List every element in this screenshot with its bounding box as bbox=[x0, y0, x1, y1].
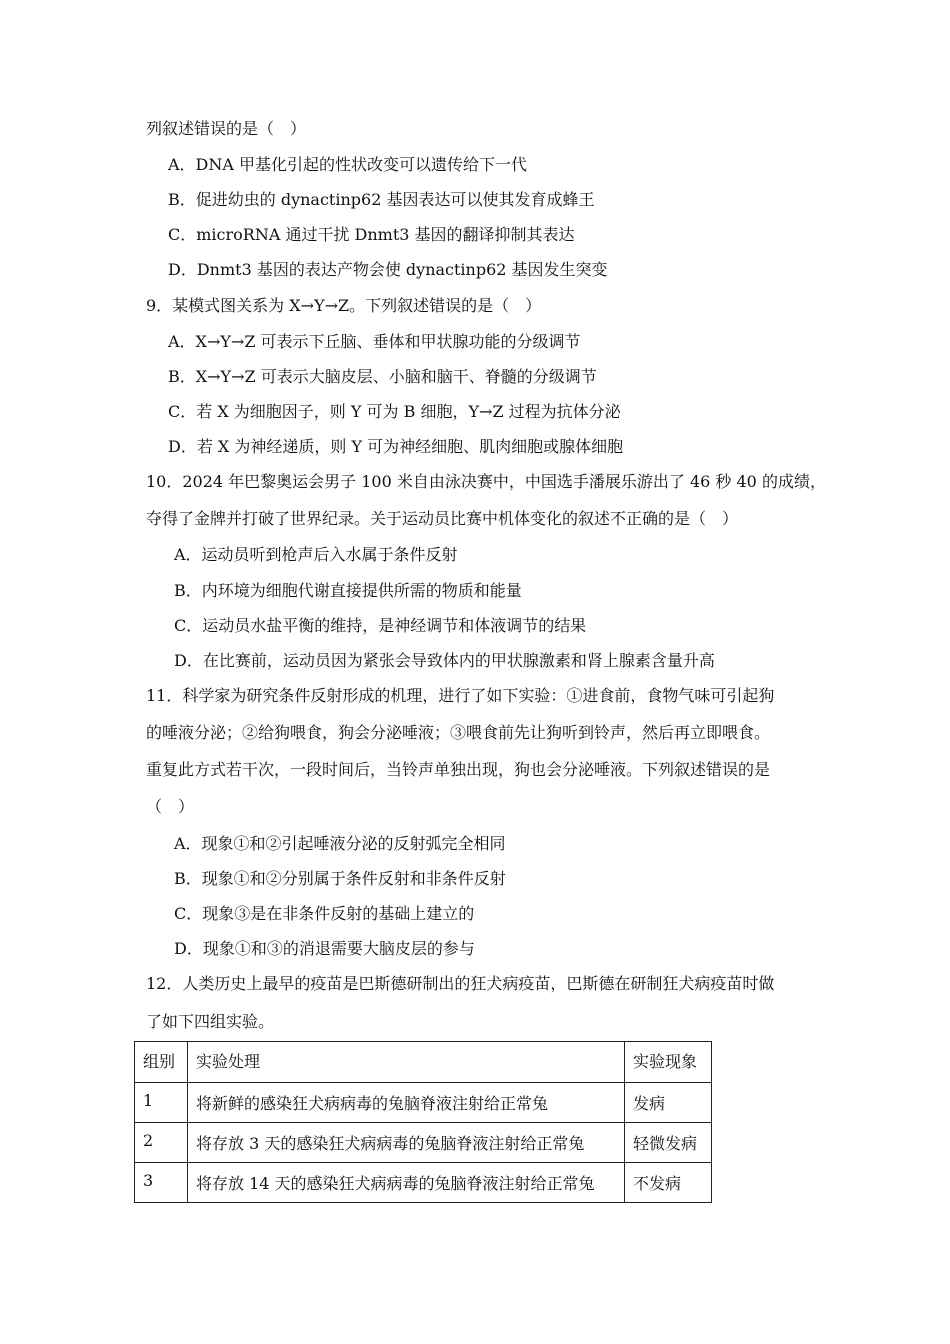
q10-option-b: B．内环境为细胞代谢直接提供所需的物质和能量 bbox=[174, 581, 522, 600]
table-header-row bbox=[135, 1042, 712, 1083]
q9-option-a: A．X→Y→Z 可表示下丘脑、垂体和甲状腺功能的分级调节 bbox=[168, 332, 581, 351]
q11-option-d: D．现象①和③的消退需要大脑皮层的参与 bbox=[174, 939, 475, 958]
q10-option-c: C．运动员水盐平衡的维持，是神经调节和体液调节的结果 bbox=[174, 616, 587, 635]
q12-stem-line1: 12．人类历史上最早的疫苗是巴斯德研制出的狂犬病疫苗，巴斯德在研制狂犬病疫苗时做 bbox=[146, 974, 775, 993]
q8-option-d: D．Dnmt3 基因的表达产物会使 dynactinp62 基因发生突变 bbox=[168, 260, 608, 279]
q11-option-a: A．现象①和②引起唾液分泌的反射弧完全相同 bbox=[174, 834, 506, 853]
q12-stem-line2: 了如下四组实验。 bbox=[146, 1012, 275, 1031]
header-result: 实验现象 bbox=[625, 1042, 712, 1083]
cell-treatment: 将存放 14 天的感染狂犬病病毒的兔脑脊液注射给正常兔 bbox=[188, 1163, 625, 1203]
q9-option-b: B．X→Y→Z 可表示大脑皮层、小脑和脑干、脊髓的分级调节 bbox=[168, 367, 597, 386]
table-row bbox=[135, 1123, 712, 1163]
q8-option-a: A．DNA 甲基化引起的性状改变可以遗传给下一代 bbox=[168, 155, 528, 174]
q10-option-d: D．在比赛前，运动员因为紧张会导致体内的甲状腺激素和肾上腺素含量升高 bbox=[174, 651, 715, 670]
q10-stem-line2: 夺得了金牌并打破了世界纪录。关于运动员比赛中机体变化的叙述不正确的是（ ） bbox=[146, 509, 739, 528]
experiment-table bbox=[134, 1041, 712, 1203]
q10-option-a: A．运动员听到枪声后入水属于条件反射 bbox=[174, 545, 458, 564]
cell-group: 1 bbox=[135, 1083, 188, 1123]
q11-stem-line2: 的唾液分泌；②给狗喂食，狗会分泌唾液；③喂食前先让狗听到铃声，然后再立即喂食。 bbox=[146, 723, 771, 742]
q9-option-d: D．若 X 为神经递质，则 Y 可为神经细胞、肌肉细胞或腺体细胞 bbox=[168, 437, 624, 456]
q11-stem-line3: 重复此方式若干次，一段时间后，当铃声单独出现，狗也会分泌唾液。下列叙述错误的是 bbox=[146, 760, 771, 779]
q11-stem-line1: 11．科学家为研究条件反射形成的机理，进行了如下实验：①进食前，食物气味可引起狗 bbox=[146, 686, 775, 705]
cell-result: 不发病 bbox=[625, 1163, 712, 1203]
q8-option-c: C．microRNA 通过干扰 Dnmt3 基因的翻译抑制其表达 bbox=[168, 225, 575, 244]
q11-stem-line4: （ ） bbox=[146, 797, 195, 816]
q8-option-b: B．促进幼虫的 dynactinp62 基因表达可以使其发育成蜂王 bbox=[168, 190, 595, 209]
table-row bbox=[135, 1083, 712, 1123]
cell-group: 2 bbox=[135, 1123, 188, 1163]
q9-option-c: C．若 X 为细胞因子，则 Y 可为 B 细胞，Y→Z 过程为抗体分泌 bbox=[168, 402, 621, 421]
cell-treatment: 将新鲜的感染狂犬病病毒的兔脑脊液注射给正常兔 bbox=[188, 1083, 625, 1123]
cell-treatment: 将存放 3 天的感染狂犬病病毒的兔脑脊液注射给正常兔 bbox=[188, 1123, 625, 1163]
cell-group: 3 bbox=[135, 1163, 188, 1203]
header-treatment: 实验处理 bbox=[188, 1042, 625, 1083]
table-row bbox=[135, 1163, 712, 1203]
q11-option-b: B．现象①和②分别属于条件反射和非条件反射 bbox=[174, 869, 506, 888]
q8-stem-tail: 列叙述错误的是（ ） bbox=[146, 119, 307, 138]
cell-result: 发病 bbox=[625, 1083, 712, 1123]
q11-option-c: C．现象③是在非条件反射的基础上建立的 bbox=[174, 904, 475, 923]
header-group: 组别 bbox=[135, 1042, 188, 1083]
q10-stem-line1: 10．2024 年巴黎奥运会男子 100 米自由泳决赛中，中国选手潘展乐游出了 46 秒 40 的成绩， bbox=[146, 472, 826, 491]
q9-stem: 9．某模式图关系为 X→Y→Z。下列叙述错误的是（ ） bbox=[146, 296, 542, 315]
cell-result: 轻微发病 bbox=[625, 1123, 712, 1163]
